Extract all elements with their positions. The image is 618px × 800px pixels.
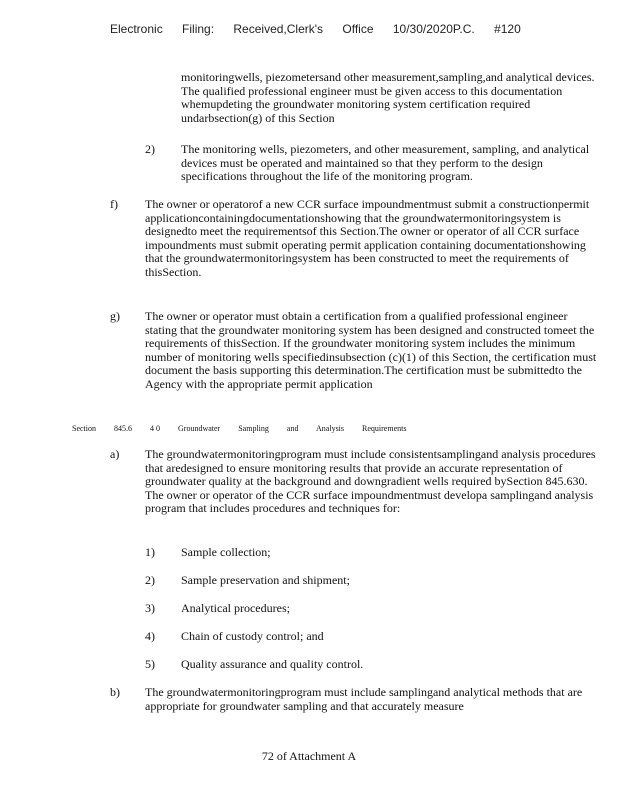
item-number: 2) bbox=[145, 142, 155, 156]
list-item-number: 5) bbox=[145, 657, 155, 671]
section-number: 845.6 bbox=[114, 424, 132, 433]
list-item-text: Chain of custody control; and bbox=[181, 629, 324, 643]
paragraph-b: The groundwatermonitoringprogram must include samplingand analytical methods that are appropriate for groundwater sampling and that accurately measure bbox=[145, 685, 583, 713]
list-item-number: 4) bbox=[145, 629, 155, 643]
heading-word: Requirements bbox=[362, 424, 407, 433]
section-label: Section bbox=[72, 424, 96, 433]
continued-paragraph: monitoringwells, piezometersand other measurement,sampling,and analytical devices. The qualified professional engineer must be given access to this documentation whemupdeting the groundwater monitoring system certification required undarbsection(g) of this Section bbox=[181, 70, 595, 125]
filing-type: Electronic bbox=[110, 22, 163, 36]
list-item-number: 3) bbox=[145, 601, 155, 615]
list-item-number: 2) bbox=[145, 573, 155, 587]
list-item-text: Quality assurance and quality control. bbox=[181, 657, 364, 671]
section-heading bbox=[72, 424, 422, 433]
list-item-text: Analytical procedures; bbox=[181, 601, 290, 615]
page-footer: 72 of Attachment A bbox=[261, 749, 357, 763]
section-sub: 4 0 bbox=[150, 424, 160, 433]
received-label: Received,Clerk's bbox=[233, 22, 324, 36]
heading-word: Sampling bbox=[238, 424, 269, 433]
paragraph-a: The groundwatermonitoringprogram must include consistentsamplingand analysis procedures that aredesigned to ensure monitoring results that provide an accurate representation of groundwater quality at the background and downgradient wells required bySection 845.630. The owner or operator of the CCR surface impoundmentmust developa samplingand analysis program that includes procedures and techniques for: bbox=[145, 447, 596, 516]
filing-date: 10/30/2020P.C. bbox=[392, 22, 475, 36]
filing-label: Filing: bbox=[182, 22, 215, 36]
filing-header bbox=[110, 22, 537, 36]
heading-word: Groundwater bbox=[178, 424, 221, 433]
list-item-text: Sample collection; bbox=[181, 545, 271, 559]
item-text: The monitoring wells, piezometers, and other measurement, sampling, and analytical devices must be operated and maintained so that they perform to the design specifications throughout the life of the monitoring program. bbox=[181, 142, 590, 184]
paragraph-letter: a) bbox=[110, 447, 120, 461]
paragraph-letter: g) bbox=[110, 309, 120, 323]
paragraph-letter: b) bbox=[110, 685, 120, 699]
office-label: Office bbox=[342, 22, 374, 36]
paragraph-f: The owner or operatorof a new CCR surface impoundmentmust submit a constructionpermit applicationcontainingdocumentationshowing that the groundwatermonitoringsystem is designedto meet the requirementsof this Section.The owner or operator of all CCR surface impoundments must submit operating permit application containing documentationshowing that the groundwatermonitoringsystem has been constructed to meet the requirements of thisSection. bbox=[145, 197, 590, 279]
list-item-number: 1) bbox=[145, 545, 155, 559]
heading-word: and bbox=[286, 424, 299, 433]
filing-number: #120 bbox=[494, 22, 521, 36]
heading-word: Analysis bbox=[316, 424, 345, 433]
paragraph-g: The owner or operator must obtain a certification from a qualified professional engineer stating that the groundwater monitoring system has been designed and constructed tomeet the requirements of thisSection. If the groundwater monitoring system includes the minimum number of monitoring wells specifiedinsubsection (c)(1) of this Section, the certification must document the basis supporting this determination.The certification must be submittedto the Agency with the appropriate permit application bbox=[145, 309, 597, 391]
paragraph-letter: f) bbox=[110, 197, 118, 211]
list-item-text: Sample preservation and shipment; bbox=[181, 573, 350, 587]
